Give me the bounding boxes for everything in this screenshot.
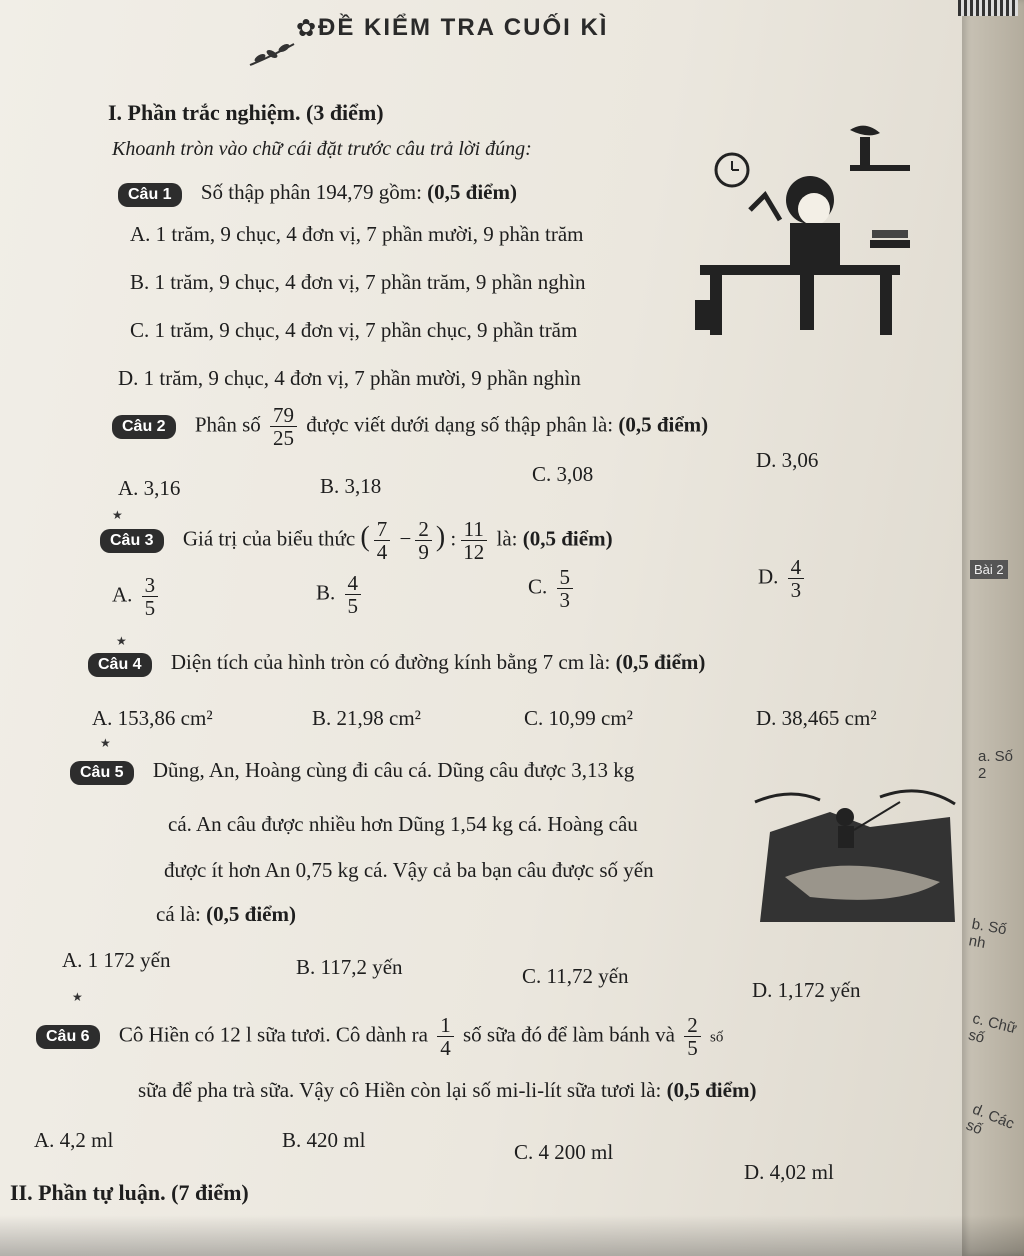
q6-option-b[interactable]: B. 420 ml: [282, 1128, 366, 1152]
part1-heading: I. Phần trắc nghiệm. (3 điểm): [108, 100, 384, 125]
q6-option-c[interactable]: C. 4 200 ml: [514, 1140, 614, 1164]
question-badge: Câu 6: [36, 1025, 100, 1049]
q5-option-b[interactable]: B. 117,2 yến: [296, 955, 403, 979]
q4-option-c[interactable]: C. 10,99 cm²: [524, 706, 633, 730]
q6-option-d[interactable]: D. 4,02 ml: [744, 1160, 834, 1184]
q2-option-d[interactable]: D. 3,06: [756, 448, 819, 472]
question-3: Câu 3 Giá trị của biểu thức ( $\frac{7}{4}$ − $\frac{2}{9}$ ) : $\frac{11}{12}$ là: (0,5 điểm): [100, 518, 613, 563]
star-icon: ★: [116, 634, 127, 648]
q4-option-b[interactable]: B. 21,98 cm²: [312, 706, 421, 730]
q5-line-2: cá. An câu được nhiều hơn Dũng 1,54 kg cá. Hoàng câu: [168, 812, 638, 836]
question-6: Câu 6 Cô Hiền có 12 l sữa tươi. Cô dành ra $\frac{1}{4}$ số sữa đó để làm bánh và $\frac{2}{5}$ số: [36, 1014, 723, 1059]
adjacent-page-text-b: b. Số nh: [967, 915, 1008, 952]
q1-option-b[interactable]: B. 1 trăm, 9 chục, 4 đơn vị, 7 phần trăm, 9 phần nghìn: [130, 270, 586, 294]
q3-option-c[interactable]: C. $\frac{5}{3}$: [528, 566, 577, 611]
q5-line-3: được ít hơn An 0,75 kg cá. Vậy cả ba bạn câu được số yến: [164, 858, 654, 882]
star-icon: ★: [72, 990, 83, 1004]
q6-line-2: sữa để pha trà sữa. Vậy cô Hiền còn lại số mi-li-lít sữa tươi là: (0,5 điểm): [138, 1078, 757, 1102]
adjacent-page-tab: Bài 2: [970, 560, 1008, 579]
q5-option-d[interactable]: D. 1,172 yến: [752, 978, 861, 1002]
q3-option-d[interactable]: D. $\frac{4}{3}$: [758, 556, 808, 601]
part2-heading: II. Phần tự luận. (7 điểm): [10, 1180, 249, 1205]
q1-option-a[interactable]: A. 1 trăm, 9 chục, 4 đơn vị, 7 phần mười, 9 phần trăm: [130, 222, 584, 246]
q5-option-a[interactable]: A. 1 172 yến: [62, 948, 171, 972]
question-badge: Câu 4: [88, 653, 152, 677]
student-desk-illustration: [690, 125, 930, 340]
question-badge: Câu 5: [70, 761, 134, 785]
adjacent-page-text-c: c. Chữ số: [966, 1009, 1019, 1047]
q6-option-a[interactable]: A. 4,2 ml: [34, 1128, 114, 1152]
q3-option-b[interactable]: B. $\frac{4}{5}$: [316, 572, 365, 617]
question-badge: Câu 2: [112, 415, 176, 439]
fishing-illustration: [750, 782, 960, 927]
question-4: Câu 4 Diện tích của hình tròn có đường kính bằng 7 cm là: (0,5 điểm): [88, 650, 705, 677]
q2-option-c[interactable]: C. 3,08: [532, 462, 594, 486]
adjacent-page-edge: [962, 0, 1024, 1256]
q5-line-4: cá là: (0,5 điểm): [156, 902, 296, 926]
q4-option-d[interactable]: D. 38,465 cm²: [756, 706, 877, 730]
q4-option-a[interactable]: A. 153,86 cm²: [92, 706, 213, 730]
star-icon: ★: [100, 736, 111, 750]
fraction: $\frac{79}{25}$: [270, 404, 297, 449]
qr-code: [958, 0, 1018, 16]
exam-title: ĐỀ KIỂM TRA CUỐI KÌ: [318, 14, 609, 41]
adjacent-page-text-a: a. Số 2: [978, 748, 1014, 782]
q5-option-c[interactable]: C. 11,72 yến: [522, 964, 629, 988]
question-badge: Câu 1: [118, 183, 182, 207]
question-5: Câu 5 Dũng, An, Hoàng cùng đi câu cá. Dũng câu được 3,13 kg: [70, 758, 634, 785]
q1-option-d[interactable]: D. 1 trăm, 9 chục, 4 đơn vị, 7 phần mười, 9 phần nghìn: [118, 366, 581, 390]
adjacent-page-text-d: d. Các số: [963, 1100, 1017, 1139]
q3-option-a[interactable]: A. $\frac{3}{5}$: [112, 574, 162, 619]
instruction: Khoanh tròn vào chữ cái đặt trước câu trả lời đúng:: [112, 138, 532, 160]
bottom-shadow: [0, 1215, 1024, 1256]
leaf-decoration-icon: [248, 40, 298, 70]
q2-option-a[interactable]: A. 3,16: [118, 476, 181, 500]
q2-option-b[interactable]: B. 3,18: [320, 474, 382, 498]
question-2: Câu 2 Phân số $\frac{79}{25}$ được viết dưới dạng số thập phân là: (0,5 điểm): [112, 404, 708, 449]
star-icon: ★: [112, 508, 123, 522]
question-badge: Câu 3: [100, 529, 164, 553]
question-1: Câu 1 Số thập phân 194,79 gồm: (0,5 điểm): [118, 180, 517, 207]
flower-icon: ✿: [296, 16, 317, 42]
q1-option-c[interactable]: C. 1 trăm, 9 chục, 4 đơn vị, 7 phần chục, 9 phần trăm: [130, 318, 578, 342]
